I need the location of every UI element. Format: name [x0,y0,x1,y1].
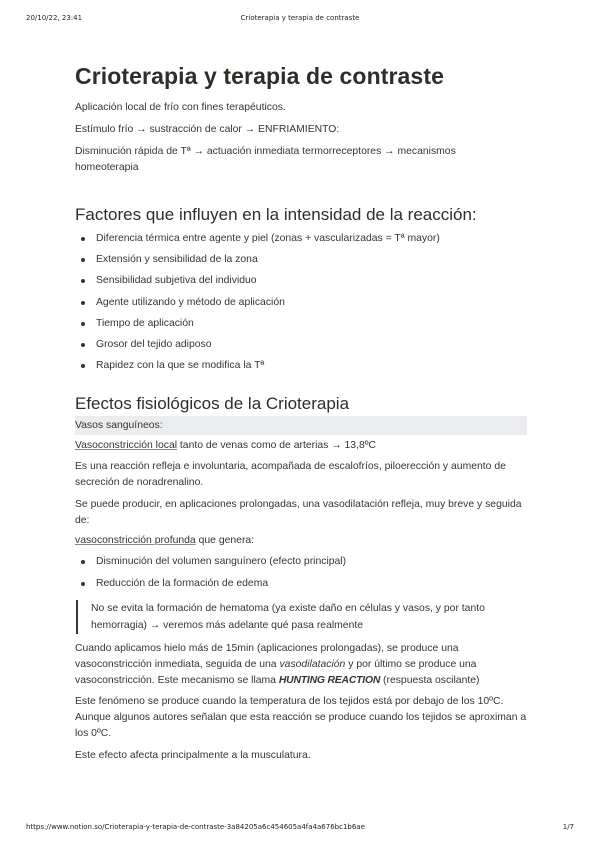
hematoma-quote [76,600,527,634]
hunting-vasodilatation: vasodilatación [279,658,346,670]
list-item: Disminución del volumen sanguínero (efecto principal) [75,554,527,570]
hunting-text-a: Cuando aplicamos hielo más de 15min (aplicaciones prolongadas), se produce una vasoconstricción inmediata, seguida de una [75,642,459,670]
list-item: Extensión y sensibilidad de la zona [75,252,527,268]
print-doc-title: Crioterapia y terapia de contraste [240,14,360,22]
intro-line-1: Aplicación local de frío con fines terapéuticos. [75,102,286,113]
intro-line-3: Disminución rápida de Tª → actuación inmediata termorreceptores → mecanismos homeoterapia [75,146,456,173]
factors-list [75,231,527,374]
vasoconstriction-line [75,438,527,454]
phenomenon-paragraph: Este fenómeno se produce cuando la temperatura de los tejidos está por debajo de los 10ºC. Aunque algunos autores señalan que esta reacción se produce cuando los tejidos se aproximan a los 0ºC. [75,695,527,739]
hunting-text-b: y por último se produce una vasoconstricción. Este mecanismo se llama [75,658,477,686]
list-item: Sensibilidad subjetiva del individuo [75,273,527,289]
prolonged-paragraph: Se puede producir, en aplicaciones prolongadas, una vasodilatación refleja, muy breve y seguida de: [75,499,522,527]
print-url[interactable]: https://www.notion.so/Crioterapia-y-terapia-de-contraste-3a84205a6c454605a4fa4a676bc1b6ae [26,823,365,831]
hunting-text-c: (respuesta oscilante) [380,674,480,686]
list-item: Tiempo de aplicación [75,316,527,332]
vasoconstriction-rest: tanto de venas como de arterias → 13,8ºC [177,440,377,452]
list-item: Grosor del tejido adiposo [75,337,527,353]
intro-line-2: Estímulo frío → sustracción de calor → ENFRIAMIENTO: [75,124,340,135]
vasoconstriction-term: Vasoconstricción local [75,440,178,452]
hunting-reaction-term: HUNTING REACTION [278,674,381,686]
deep-line [75,533,527,549]
print-datetime: 20/10/22, 23:41 [26,14,83,22]
list-item: Agente utilizando y método de aplicación [75,295,527,311]
deep-list [75,554,527,591]
list-item: Diferencia térmica entre agente y piel (zonas + vascularizadas = Tª mayor) [75,231,527,247]
list-item: Reducción de la formación de edema [75,576,527,592]
reflex-paragraph: Es una reacción refleja e involuntaria, acompañada de escalofríos, piloerección y aumento de secreción de noradrenalino. [75,461,506,489]
muscle-paragraph: Este efecto afecta principalmente a la musculatura. [75,749,311,761]
quote-text: No se evita la formación de hematoma (ya existe daño en células y vasos, y por tanto hemorragia) → veremos más adelante qué pasa realmente [91,602,485,631]
factors-heading: Factores que influyen en la intensidad de la reacción: [75,205,477,224]
vessels-subheading: Vasos sanguíneos: [75,416,527,435]
page-title: Crioterapia y terapia de contraste [75,63,444,89]
print-page-number: 1/7 [562,823,574,831]
deep-rest: que genera: [195,535,255,547]
hunting-paragraph [75,641,527,689]
list-item: Rapidez con la que se modifica la Tª [75,358,527,374]
effects-heading: Efectos fisiológicos de la Crioterapia [75,394,350,414]
deep-term: vasoconstricción profunda [75,535,196,547]
document-page [75,60,527,764]
